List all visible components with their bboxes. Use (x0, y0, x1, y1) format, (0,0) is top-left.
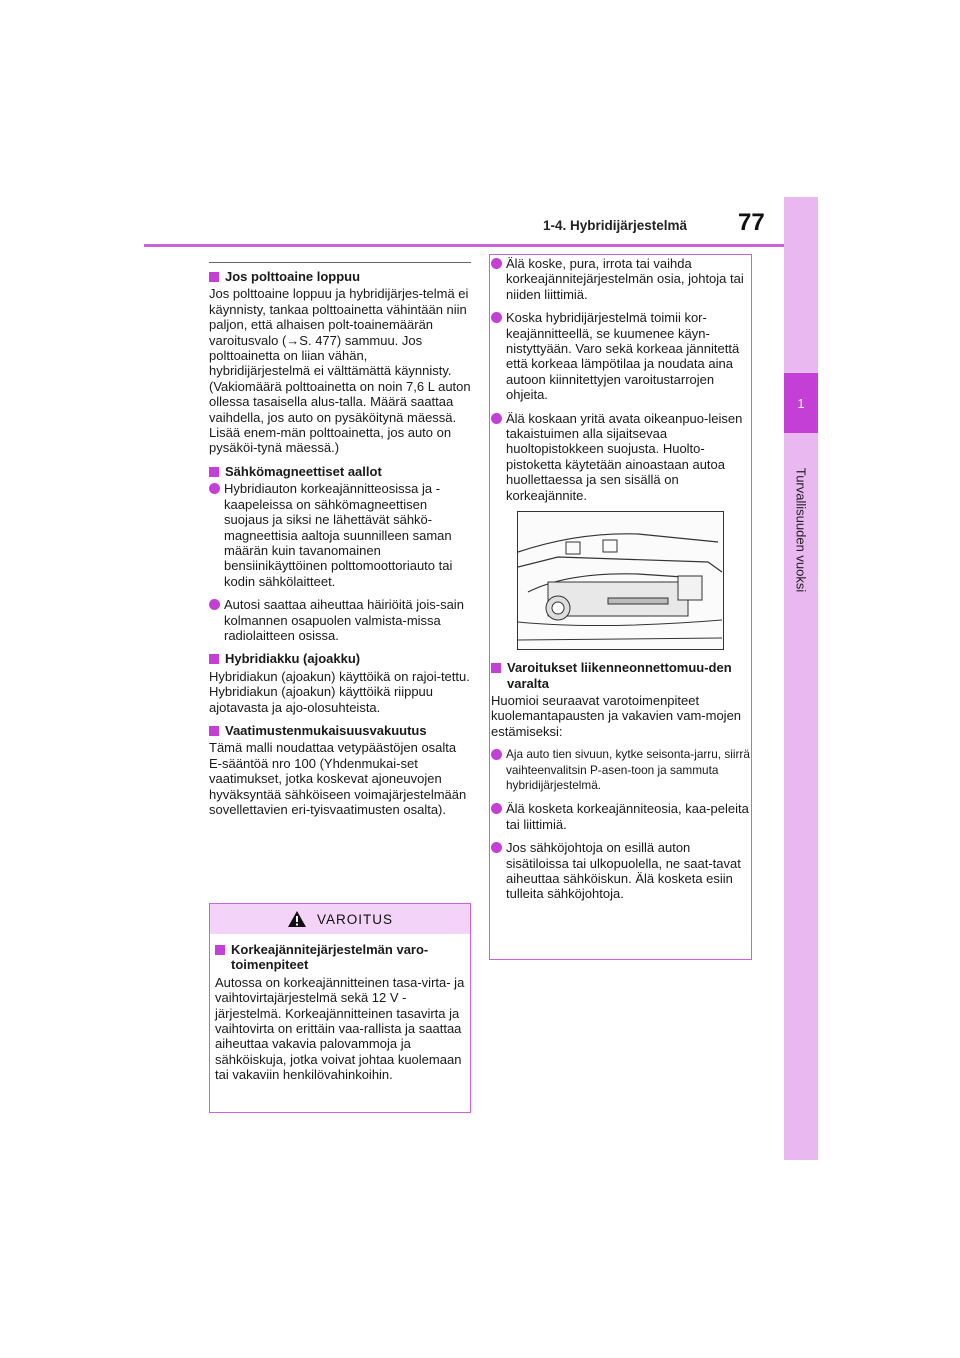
chapter-number: 1 (797, 395, 805, 411)
bullet-em-2: Autosi saattaa aiheuttaa häiriöitä jois-sain kolmannen osapuolen valmista-missa radiolaitteen osissa. (209, 597, 471, 643)
header-rule (144, 244, 784, 247)
warning-body (210, 934, 470, 1083)
warning-box (209, 903, 471, 1113)
heading-conformity: Vaatimustenmukaisuusvakuutus (209, 723, 471, 738)
bullet-em-1: Hybridiauton korkeajännitteosissa ja -kaapeleissa on sähkömagneettisen suojaus ja siksi ne lähettävät sähkö-magneettisia aaltoja suunnilleen saman määrän kuin tavanomainen bensiinikäyttöinen polttomoottoriauto tai kodin sähkölaitteet. (209, 481, 471, 589)
column-divider (209, 262, 471, 263)
service-plug-illustration (517, 511, 724, 650)
rear-seat-illustration (518, 512, 723, 649)
warning-title: VAROITUS (316, 911, 393, 927)
heading-fuel: Jos polttoaine loppuu (209, 269, 471, 284)
heading-accident: Varoitukset liikenneonnettomuu-den varalta (491, 660, 750, 691)
bullet-exposed-wires: Jos sähköjohtoja on esillä auton sisätiloissa tai ulkopuolella, ne saat-tavat aiheuttaa sähköiskun. Älä kosketa esiin tulleita sähköjohtoja. (491, 840, 750, 902)
heading-em-waves: Sähkömagneettiset aallot (209, 464, 471, 479)
paragraph-conformity: Tämä malli noudattaa vetypäästöjen osalta E-sääntöä nro 100 (Yhdenmukai-set vaatimukset, jotka koskevat ajoneuvojen hyväksyntää sähköiseen voimajärjestelmään sovellettavien eri-tyisvaatimusten osalta). (209, 740, 467, 817)
bullet-heat: Koska hybridijärjestelmä toimii kor-keajännitteellä, se kuumenee käyn-nistyttyään. Varo sekä korkeaa jännitettä että korkeaa lämpötilaa ja noudata aina autoon kiinnitettyjen varoitustarrojen ohjeita. (491, 310, 750, 402)
section-title: 1-4. Hybridijärjestelmä (543, 218, 688, 233)
chapter-title: Turvallisuuden vuoksi (793, 467, 809, 593)
paragraph-battery: Hybridiakun (ajoakun) käyttöikä on rajoi-tettu. Hybridiakun (ajoakun) käyttöikä riippuu ajotavasta ja ajo-olosuhteista. (209, 668, 470, 715)
bullet-no-touch: Älä koske, pura, irrota tai vaihda korkeajännitejärjestelmän osia, johtoja tai niiden liittimiä. (491, 256, 750, 302)
left-column (209, 262, 471, 825)
bullet-stop-car: Aja auto tien sivuun, kytke seisonta-jarru, siirrä vaihteenvalitsin P-asen-toon ja sammuta hybridijärjestelmä. (491, 747, 750, 793)
bullet-no-touch-hv: Älä kosketa korkeajänniteosia, kaa-peleita tai liittimiä. (491, 801, 750, 832)
page-number: 77 (738, 209, 765, 236)
chapter-number-tab[interactable] (784, 373, 818, 433)
warning-heading: Korkeajännitejärjestelmän varo-toimenpiteet (215, 942, 465, 973)
warning-triangle-icon (287, 910, 307, 928)
paragraph-fuel: Jos polttoaine loppuu ja hybridijärjes-telmä ei käynnisty, tankaa polttoainetta vähintään niin paljon, että alhaisen polt-toainemäärän varoitusvalo (→S. 477) sammuu. Jos polttoainetta on liian vähän, hybridijärjestelmä ei välttämättä käynnisty. (Vakiomäärä polttoainetta on noin 7,6 L auton ollessa tasaisella alus-talla. Määrä saattaa vaihdella, jos auto on pysäköitynä mäessä. Lisää enem-män polttoainetta, jos auto on pysäköi-tynä mäessä.) (209, 286, 471, 456)
side-tab (784, 197, 818, 1160)
warning-header (210, 904, 470, 934)
right-column (491, 256, 750, 910)
bullet-service-plug: Älä koskaan yritä avata oikeanpuo-leisen takaistuimen alla sijaitsevaa huoltopistokkeen suojusta. Huolto-pistoketta käytetään ainoastaan autoa huollettaessa ja sen sisällä on korkeajännite. (491, 411, 750, 503)
heading-battery: Hybridiakku (ajoakku) (209, 651, 471, 666)
paragraph-accident: Huomioi seuraavat varotoimenpiteet kuolemantapausten ja vakavien vam-mojen estämiseksi: (491, 692, 742, 739)
warning-paragraph: Autossa on korkeajännitteinen tasa-virta- ja vaihtovirtajärjestelmä sekä 12 V -järjestelmä. Korkeajännitteinen tasavirta ja vaihtovirta on erittäin vaa-rallista ja saattaa aiheuttaa vakavia palovammoja ja sähköiskuja, jotka voivat johtaa kuolemaan tai vakaviin henkilövahinkoihin. (215, 974, 465, 1083)
